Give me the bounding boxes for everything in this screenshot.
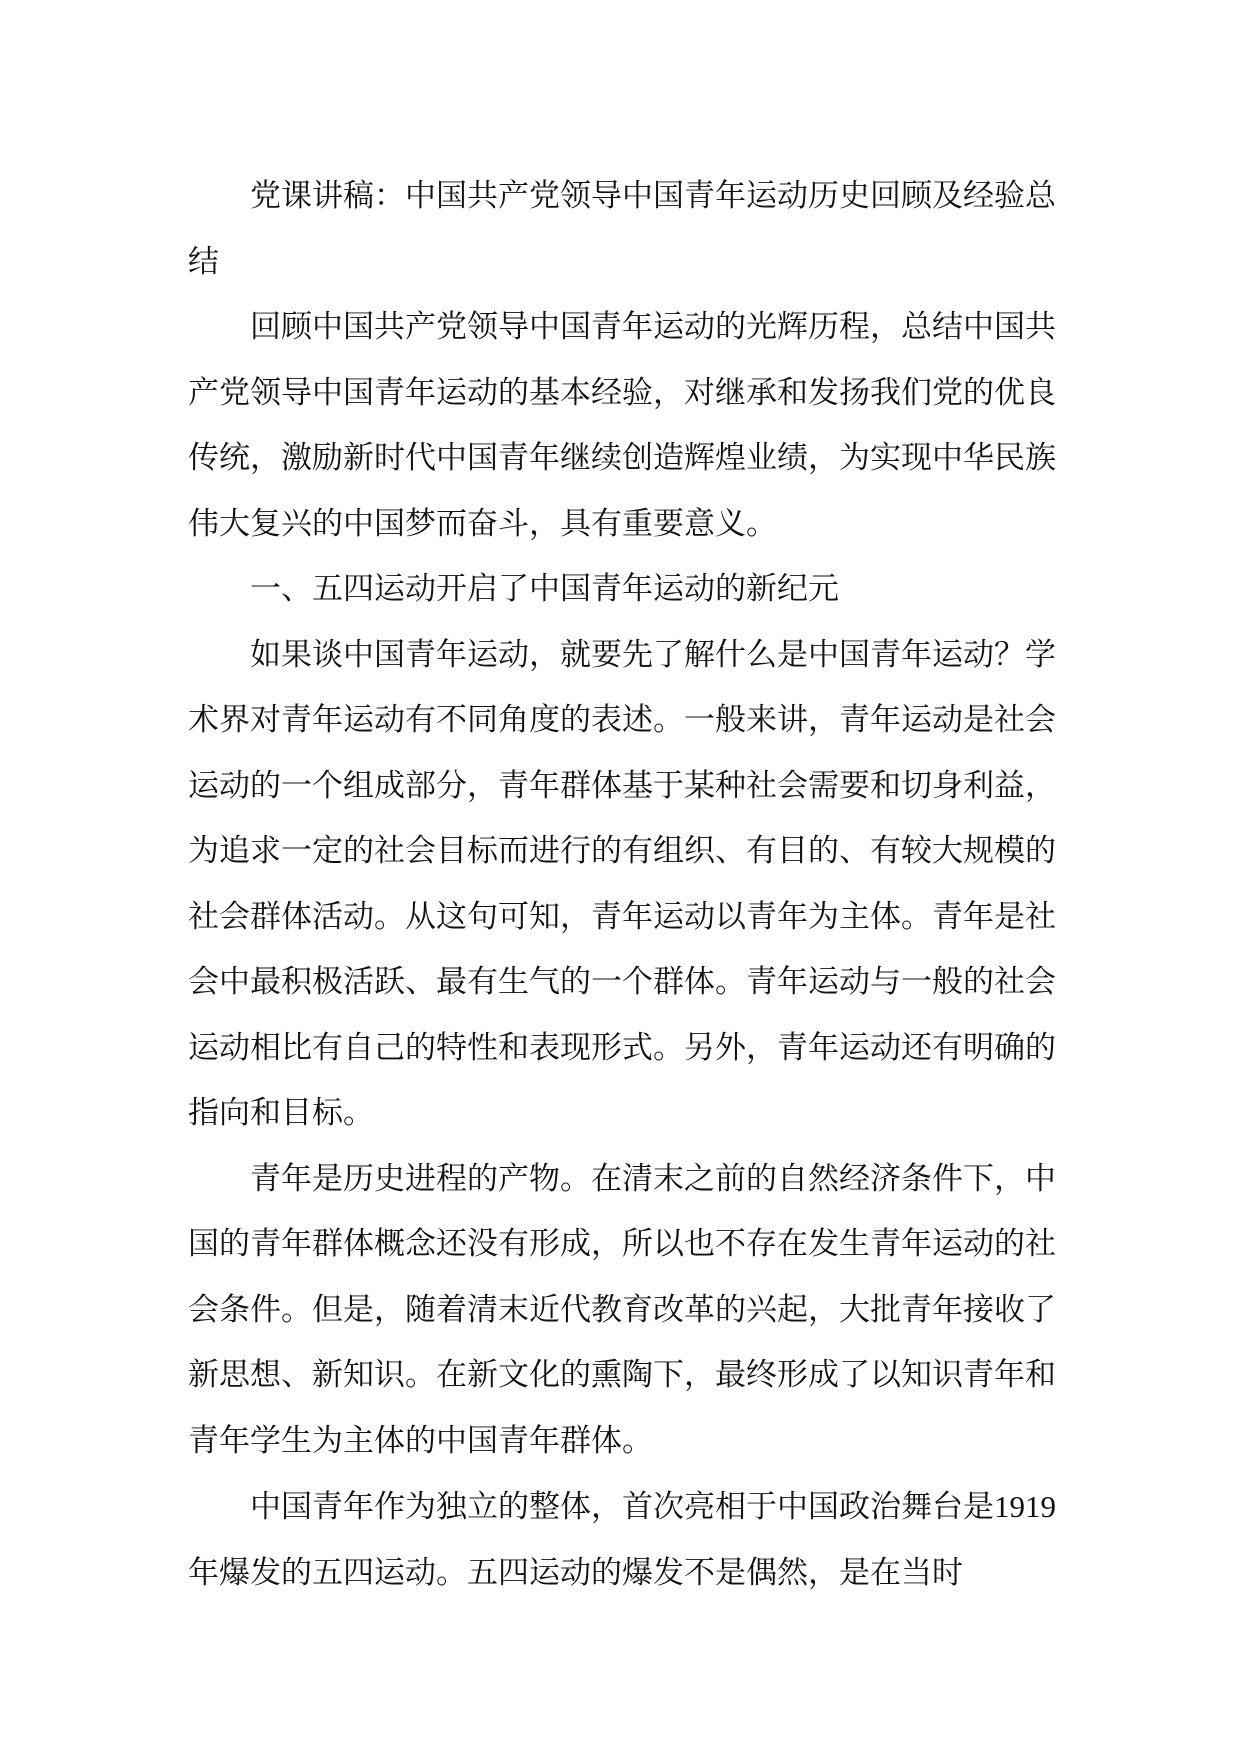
paragraph-history: 青年是历史进程的产物。在清末之前的自然经济条件下，中国的青年群体概念还没有形成，所以也不存在发生青年运动的社会条件。但是，随着清末近代教育改革的兴起，大批青年接收了新思想、新知识。在新文化的熏陶下，最终形成了以知识青年和青年学生为主体的中国青年群体。 [188,1160,1056,1459]
paragraph-may-fourth-text-b: 年爆发的五四运动。五四运动的爆发不是偶然，是在当时 [188,1554,963,1591]
section-heading-1: 一、五四运动开启了中国青年运动的新纪元 [250,571,839,607]
document-page [188,164,1056,1606]
document-title: 党课讲稿：中国共产党领导中国青年运动历史回顾及经验总结 [188,178,1056,280]
paragraph-may-fourth-text-a: 中国青年作为独立的整体，首次亮相于中国政治舞台是 [250,1489,994,1525]
year-number: 1919 [994,1489,1056,1524]
paragraph-definition: 如果谈中国青年运动，就要先了解什么是中国青年运动？学术界对青年运动有不同角度的表述。一般来讲，青年运动是社会运动的一个组成部分，青年群体基于某种社会需要和切身利益，为追求一定的社会目标而进行的有组织、有目的、有较大规模的社会群体活动。从这句可知，青年运动以青年为主体。青年是社会中最积极活跃、最有生气的一个群体。青年运动与一般的社会运动相比有自己的特性和表现形式。另外，青年运动还有明确的指向和目标。 [188,636,1056,1131]
paragraph-may-fourth [188,1474,1056,1606]
paragraph-intro: 回顾中国共产党领导中国青年运动的光辉历程，总结中国共产党领导中国青年运动的基本经验，对继承和发扬我们党的优良传统，激励新时代中国青年继续创造辉煌业绩，为实现中华民族伟大复兴的中国梦而奋斗，具有重要意义。 [188,309,1056,542]
